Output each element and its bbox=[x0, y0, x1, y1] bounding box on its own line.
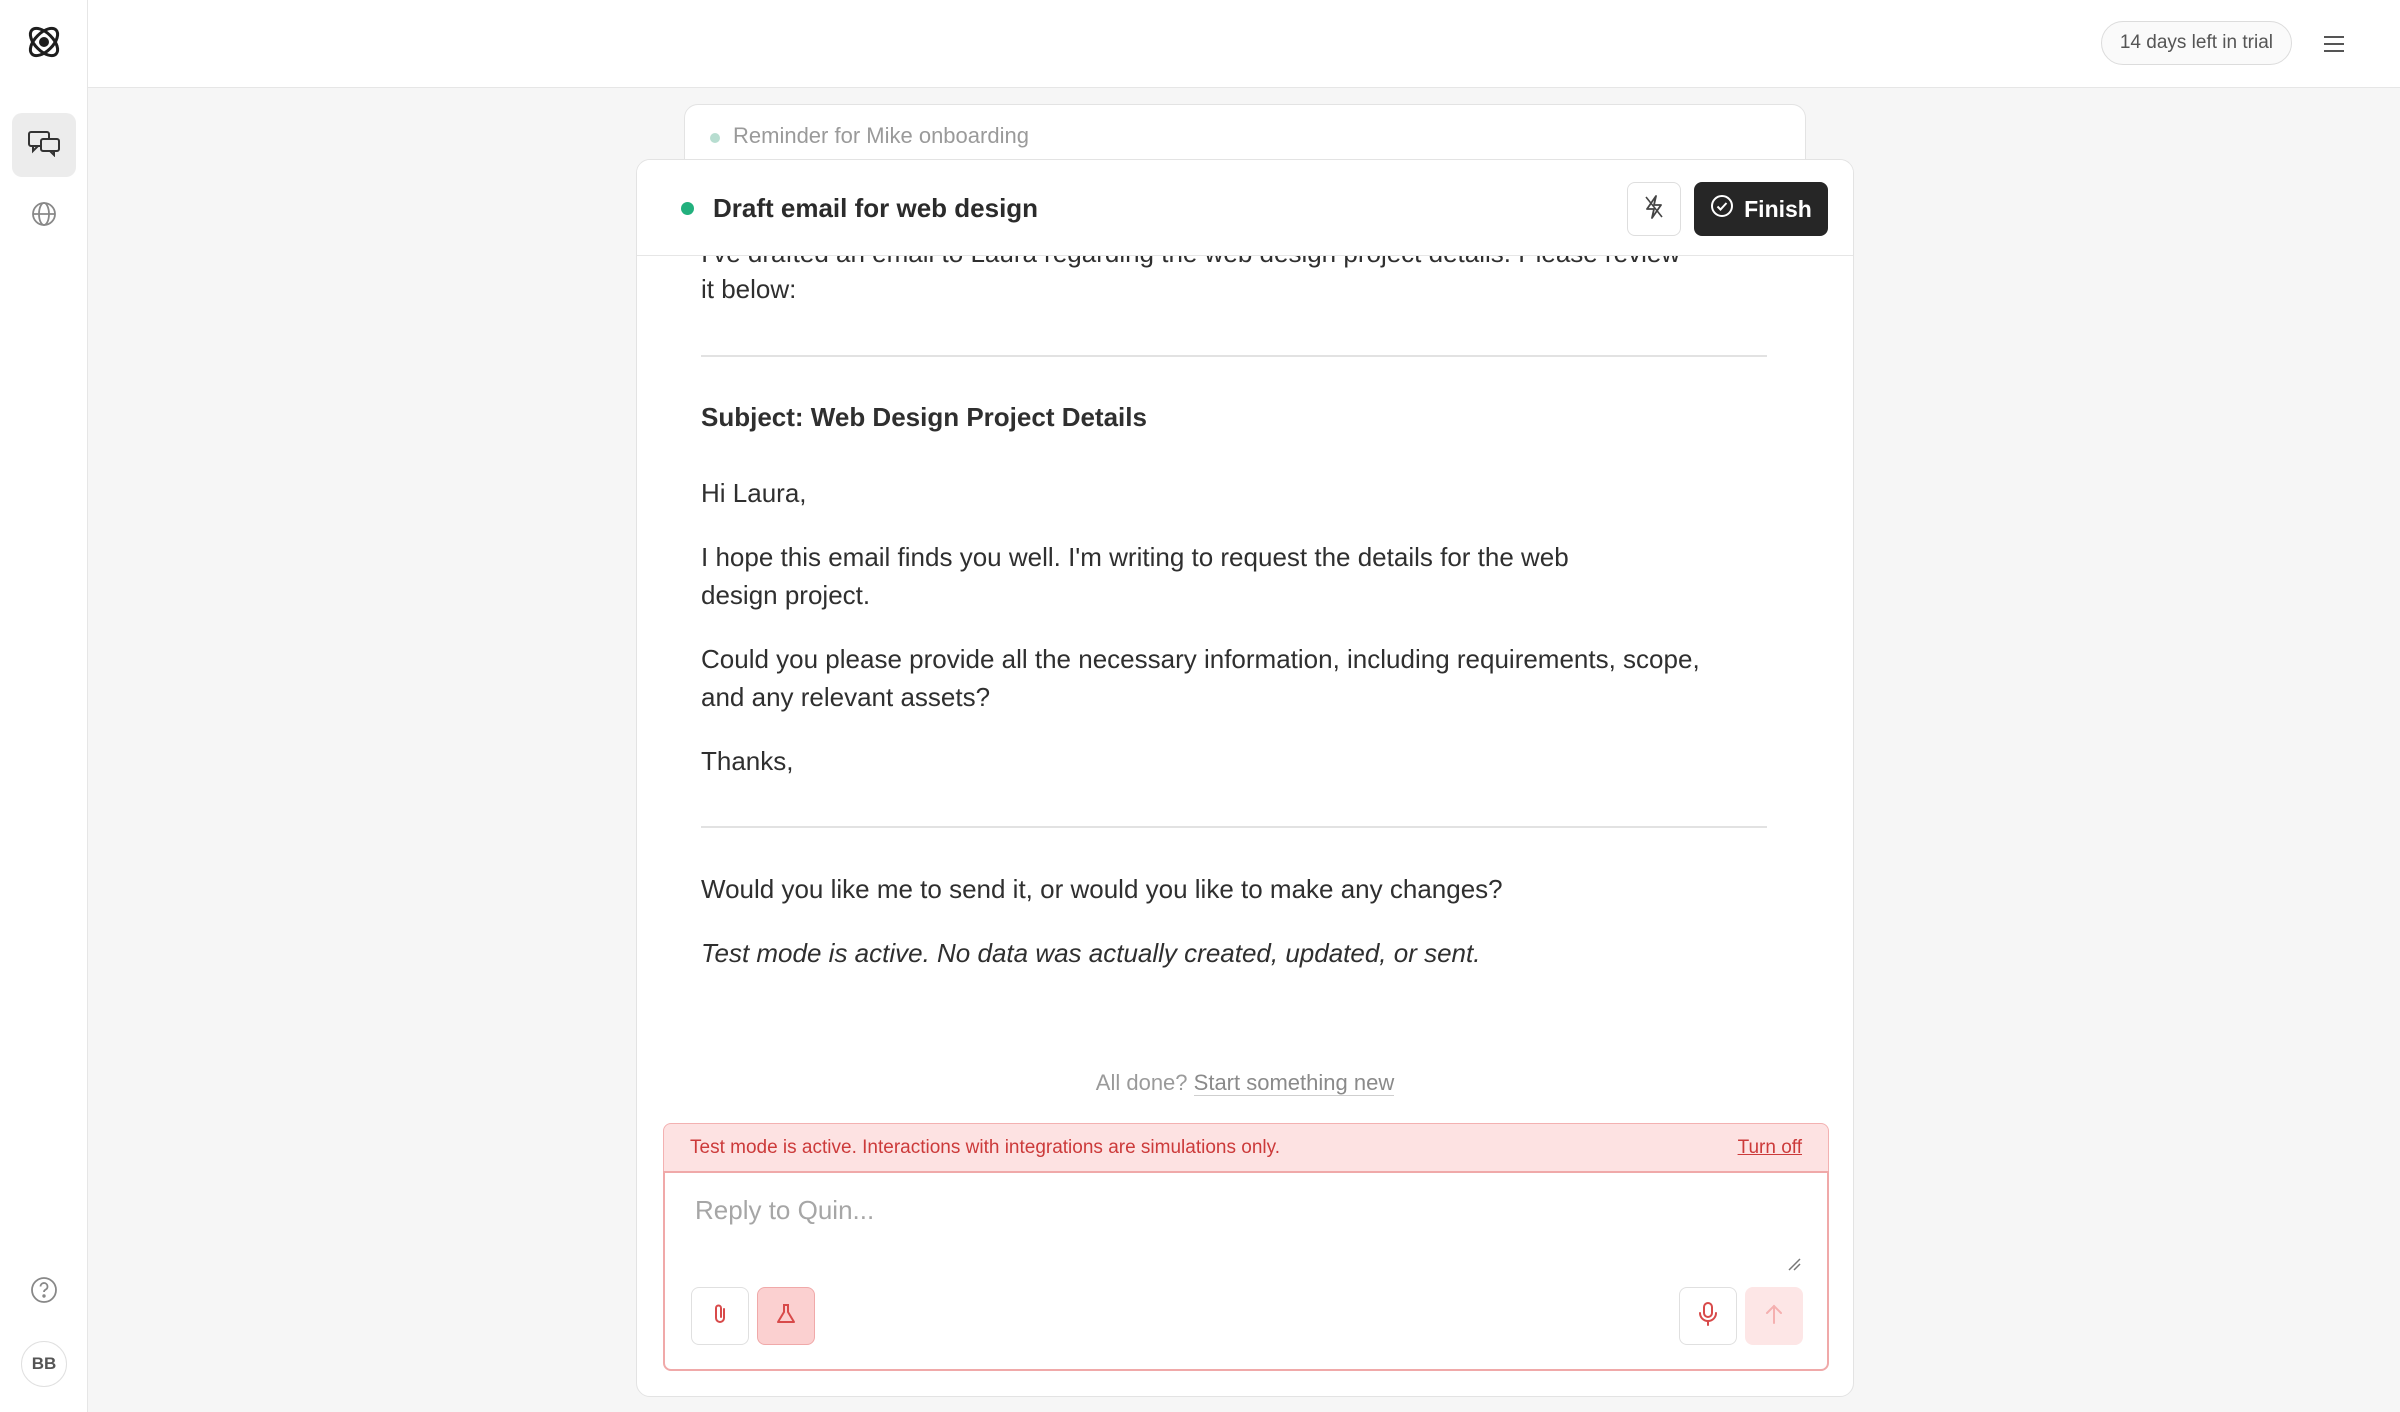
test-mode-note: Test mode is active. No data was actually created, updated, or sent. bbox=[701, 938, 1481, 968]
send-button[interactable] bbox=[1745, 1287, 1803, 1345]
reply-composer bbox=[663, 1171, 1829, 1371]
task-title: Draft email for web design bbox=[713, 193, 1039, 223]
intro-line: it below: bbox=[701, 274, 797, 304]
microphone-icon bbox=[1698, 1301, 1718, 1332]
finish-button[interactable] bbox=[1694, 182, 1828, 236]
start-something-new-link[interactable]: Start something new bbox=[1193, 1070, 1395, 1095]
all-done-prompt bbox=[637, 1070, 1853, 1096]
globe-nav-button[interactable] bbox=[12, 184, 76, 248]
sidebar bbox=[0, 0, 88, 1412]
hamburger-menu-icon[interactable] bbox=[2318, 28, 2350, 60]
voice-input-button[interactable] bbox=[1679, 1287, 1737, 1345]
email-body-line: Could you please provide all the necessary information, including requirements, scope, bbox=[701, 644, 1700, 674]
topbar bbox=[88, 0, 2400, 88]
user-avatar[interactable]: BB bbox=[21, 1341, 67, 1387]
email-subject: Subject: Web Design Project Details bbox=[701, 402, 1147, 432]
email-body-line: and any relevant assets? bbox=[701, 682, 991, 712]
test-mode-message: Test mode is active. Interactions with integrations are simulations only. bbox=[690, 1137, 1280, 1158]
task-card bbox=[636, 159, 1854, 1397]
flask-icon bbox=[774, 1302, 798, 1331]
turn-off-test-mode-link[interactable]: Turn off bbox=[1737, 1137, 1802, 1158]
email-signoff: Thanks, bbox=[701, 746, 794, 776]
all-done-text: All done? bbox=[1095, 1070, 1188, 1095]
email-body-line: design project. bbox=[701, 580, 871, 610]
globe-icon bbox=[30, 200, 58, 233]
email-body-line: I hope this email finds you well. I'm writing to request the details for the web bbox=[701, 542, 1569, 572]
resize-handle-icon[interactable] bbox=[1787, 1257, 1801, 1271]
chat-bubbles-icon bbox=[27, 129, 61, 162]
arrow-up-icon bbox=[1764, 1303, 1784, 1330]
lightning-bolt-icon bbox=[1643, 194, 1665, 225]
chats-nav-button[interactable] bbox=[12, 113, 76, 177]
divider bbox=[701, 355, 1767, 357]
task-header bbox=[637, 160, 1853, 256]
check-circle-icon bbox=[1710, 194, 1734, 224]
paperclip-icon bbox=[709, 1302, 731, 1331]
test-mode-banner bbox=[663, 1123, 1829, 1173]
test-mode-toggle[interactable] bbox=[757, 1287, 815, 1345]
previous-task-title: Reminder for Mike onboarding bbox=[733, 123, 1029, 148]
assistant-question: Would you like me to send it, or would you like to make any changes? bbox=[701, 874, 1503, 904]
task-status-dot bbox=[710, 133, 720, 143]
app-logo-icon[interactable] bbox=[24, 22, 64, 62]
reply-input[interactable] bbox=[695, 1195, 1805, 1275]
finish-label: Finish bbox=[1744, 195, 1812, 222]
automate-button[interactable] bbox=[1627, 182, 1681, 236]
help-icon[interactable] bbox=[28, 1274, 60, 1306]
email-greeting: Hi Laura, bbox=[701, 478, 807, 508]
attach-button[interactable] bbox=[691, 1287, 749, 1345]
task-status-dot bbox=[681, 202, 694, 215]
trial-badge[interactable]: 14 days left in trial bbox=[2101, 21, 2292, 65]
divider bbox=[701, 826, 1767, 828]
